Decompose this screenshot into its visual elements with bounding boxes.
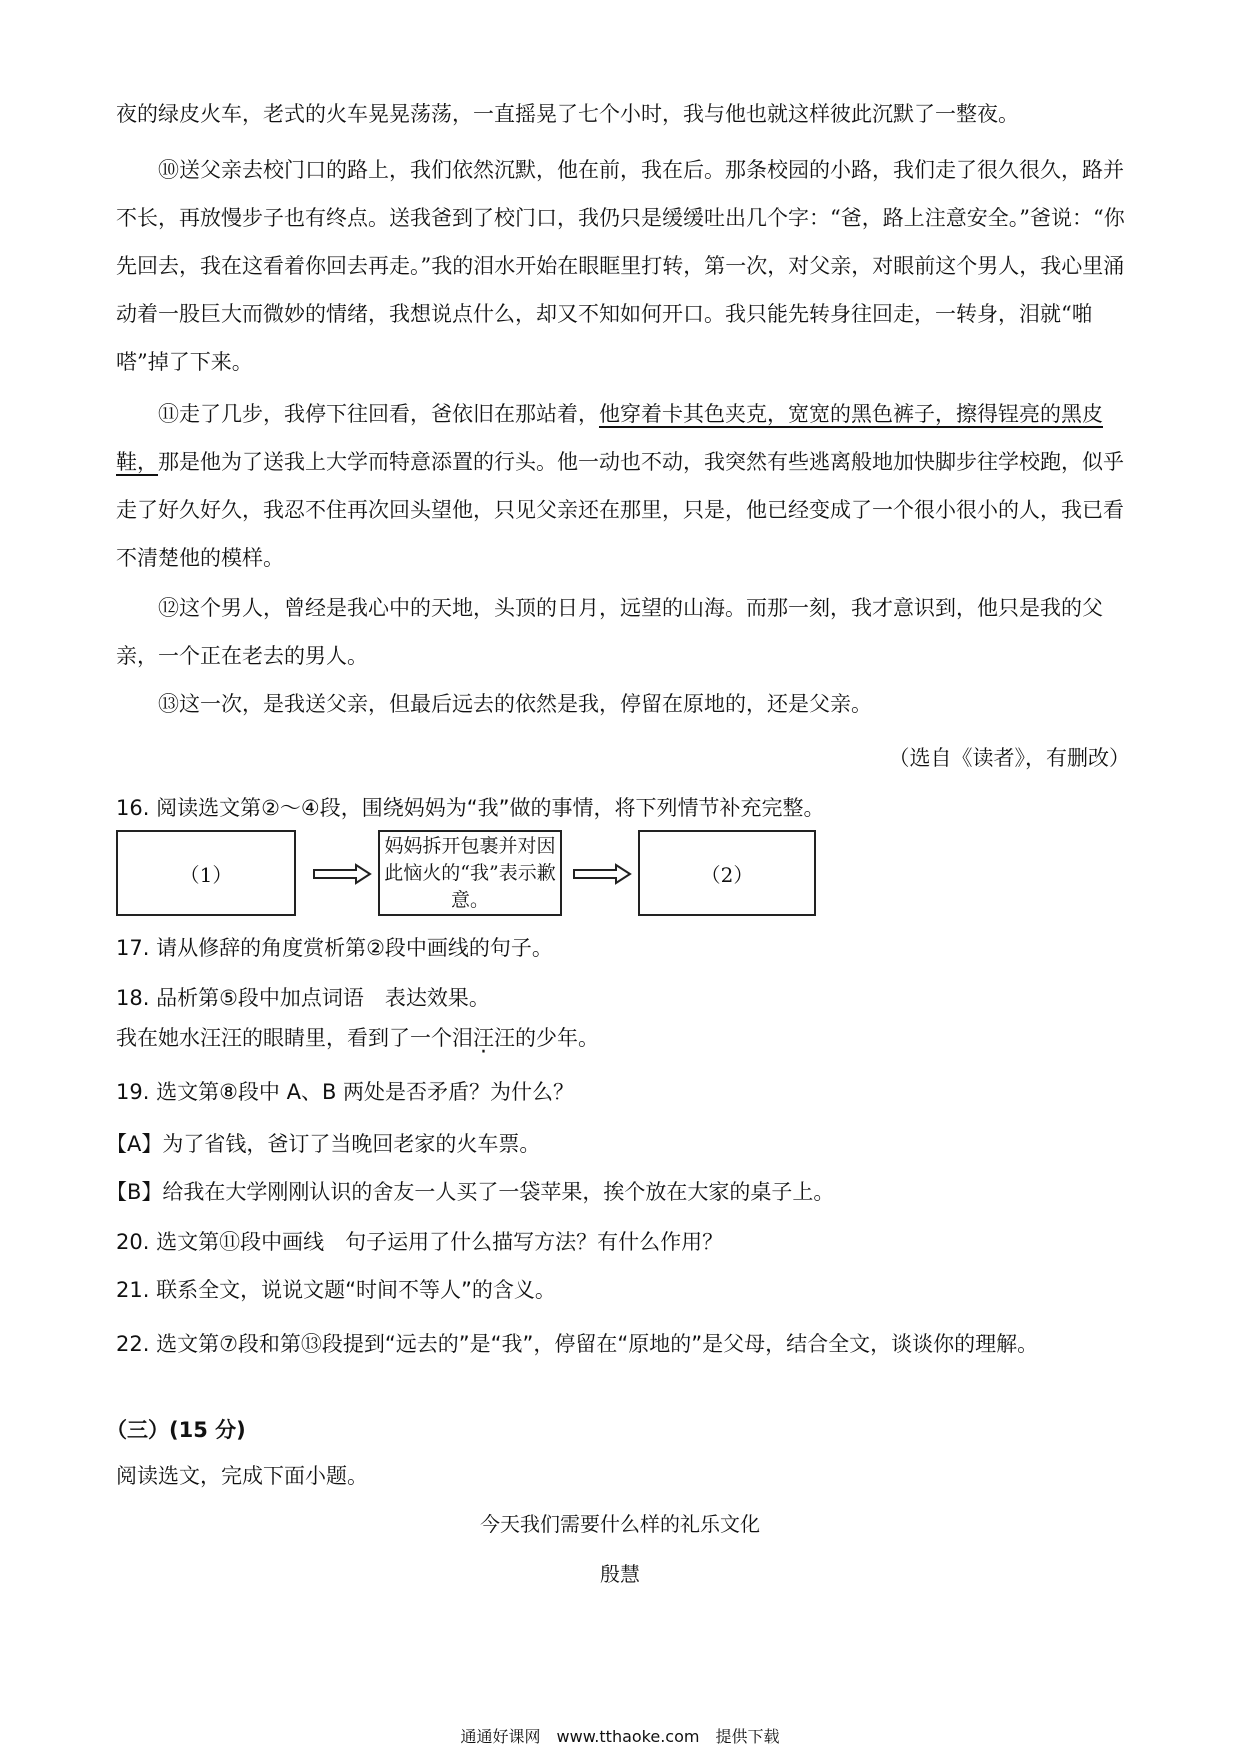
- paragraph-11-rest: 那是他为了送我上大学而特意添置的行头。他一动也不动，我突然有些逃离般地加快脚步往学校跑，似乎走了好久好久，我忍不住再次回头望他，只见父亲还在那里，只是，他已经变成了一个很小很小的人，我已看不清楚他的模样。: [116, 450, 1124, 570]
- answer-box-1-label: （1）: [179, 862, 233, 887]
- question-22: 22. 选文第⑦段和第⑬段提到“远去的”是“我”，停留在“原地的”是父母，结合全文，谈谈你的理解。: [116, 1332, 1039, 1356]
- question-20: 20. 选文第⑪段中画线 句子运用了什么描写方法？有什么作用？: [116, 1230, 724, 1254]
- paragraph-10: ⑩送父亲去校门口的路上，我们依然沉默，他在前，我在后。那条校园的小路，我们走了很久很久，路并不长，再放慢步子也有终点。送我爸到了校门口，我仍只是缓缓吐出几个字：“爸，路上注意安全。”爸说：“你先回去，我在这看着你回去再走。”我的泪水开始在眼眶里打转，第一次，对父亲，对眼前这个男人，我心里涌动着一股巨大而微妙的情绪，我想说点什么，却又不知如何开口。我只能先转身往回走，一转身，泪就“啪嗒”掉了下来。: [116, 158, 1125, 374]
- paragraph-9-tail: 夜的绿皮火车，老式的火车晃晃荡荡，一直摇晃了七个小时，我与他也就这样彼此沉默了一整夜。: [116, 102, 1019, 126]
- paragraph-11-start: ⑪走了几步，我停下往回看，爸依旧在那站着，: [158, 402, 599, 426]
- question-18: 18. 品析第⑤段中加点词语 表达效果。: [116, 986, 490, 1010]
- section-3-instruction: 阅读选文，完成下面小题。: [116, 1464, 368, 1488]
- arrow-right-icon: [312, 862, 372, 886]
- answer-box-2: [638, 830, 816, 916]
- question-16: 16. 阅读选文第②～④段，围绕妈妈为“我”做的事情，将下列情节补充完整。: [116, 796, 825, 820]
- answer-box-middle: [378, 830, 562, 916]
- question-19: 19. 选文第⑧段中 A、B 两处是否矛盾？为什么？: [116, 1080, 575, 1104]
- question-18-sentence: [116, 1018, 1146, 1058]
- article-title: 今天我们需要什么样的礼乐文化: [480, 1512, 760, 1536]
- paragraph-13: ⑬这一次，是我送父亲，但最后远去的依然是我，停留在原地的，还是父亲。: [158, 692, 872, 716]
- arrow-right-icon: [572, 862, 632, 886]
- answer-box-1: [116, 830, 296, 916]
- answer-box-2-label: （2）: [700, 862, 754, 887]
- sentence-part: 我在她水汪汪的眼睛里，看到了一个: [116, 1026, 452, 1050]
- page-footer: 通通好课网 www.tthaoke.com 提供下载: [460, 1727, 780, 1746]
- article-author: 殷慧: [600, 1562, 640, 1586]
- sentence-part: 的少年。: [515, 1026, 599, 1050]
- paragraph-12: ⑫这个男人，曾经是我心中的天地，头顶的日月，远望的山海。而那一刻，我才意识到，他只是我的父亲，一个正在老去的男人。: [116, 596, 1103, 668]
- question-19-a: 【A】为了省钱，爸订了当晚回老家的火车票。: [106, 1132, 541, 1156]
- section-3-heading: （三）(15 分): [106, 1418, 246, 1442]
- question-17: 17. 请从修辞的角度赏析第②段中画线的句子。: [116, 936, 553, 960]
- question-19-b: 【B】给我在大学刚刚认识的舍友一人买了一袋苹果，挨个放在大家的桌子上。: [106, 1180, 835, 1204]
- dotted-word: 泪汪汪: [452, 1026, 515, 1050]
- paragraph-11: [116, 390, 1130, 582]
- answer-box-middle-text: 妈妈拆开包裹并对因此恼火的“我”表示歉意。: [384, 834, 556, 911]
- source-citation: （选自《读者》，有删改）: [888, 746, 1130, 770]
- paragraph-11-underlined-sentence: 他穿着卡其色夹克，宽宽的黑色裤子，擦得锃亮的黑皮鞋，: [116, 402, 1103, 474]
- question-21: 21. 联系全文，说说文题“时间不等人”的含义。: [116, 1278, 556, 1302]
